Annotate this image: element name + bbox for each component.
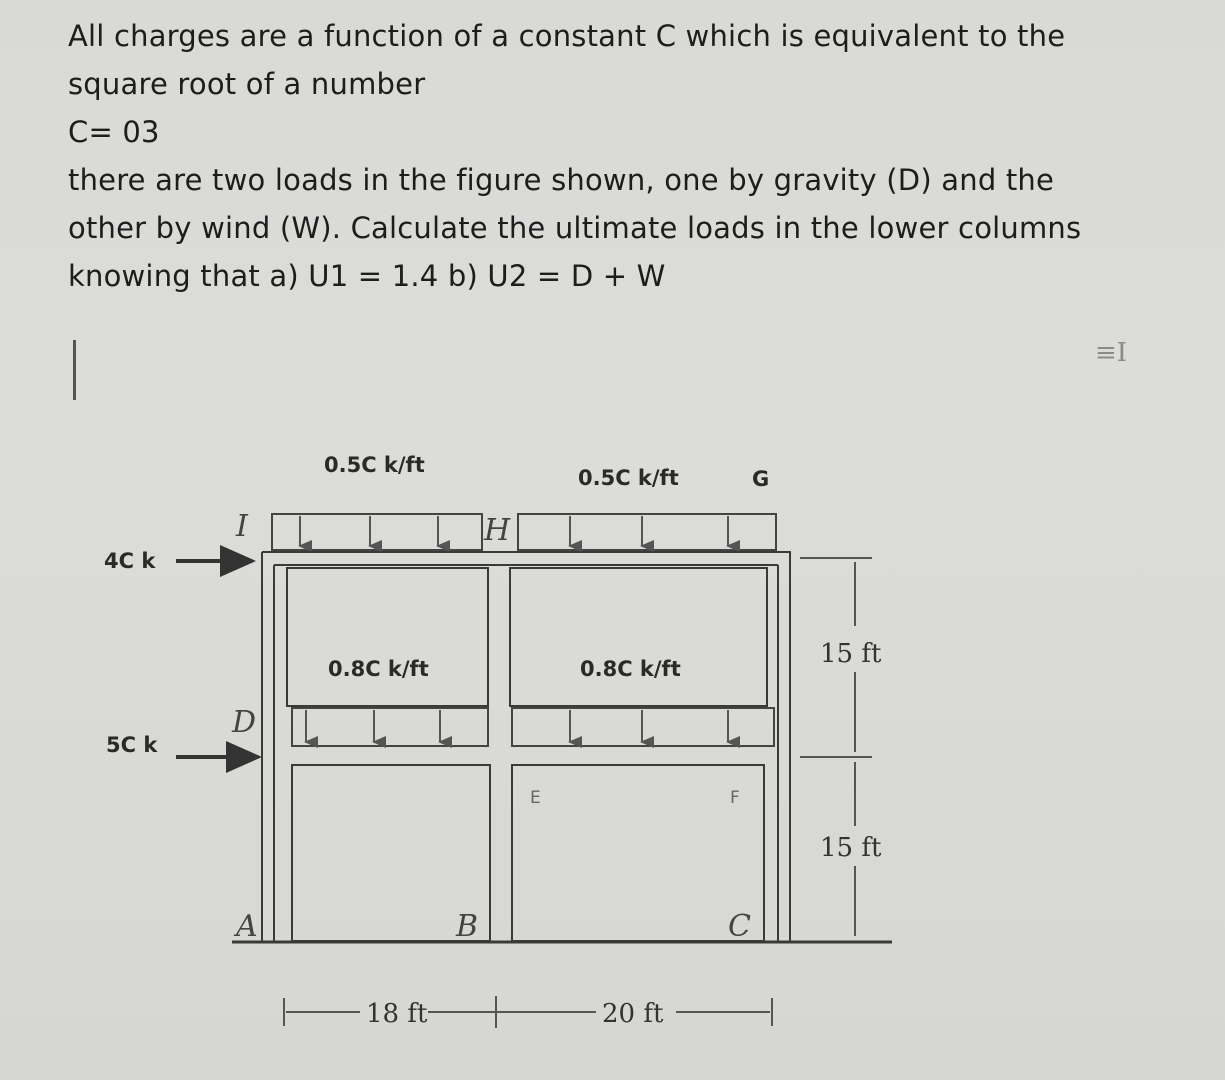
- height-upper-label: 15 ft: [820, 639, 882, 669]
- roof-load-right-box: [518, 514, 776, 550]
- roof-load-left-label: 0.5C k/ft: [324, 453, 425, 477]
- node-b-label: B: [456, 909, 479, 944]
- constant-c-value: C= 03: [68, 115, 160, 149]
- span-left-label: 18 ft: [366, 999, 428, 1029]
- problem-line-1: All charges are a function of a constant C which is equivalent to the: [68, 19, 1066, 53]
- node-g-label: G: [752, 467, 770, 491]
- problem-line-2: square root of a number: [68, 67, 426, 101]
- node-d-label: D: [232, 705, 257, 740]
- span-right-label: 20 ft: [602, 999, 664, 1029]
- height-lower-label: 15 ft: [820, 833, 882, 863]
- problem-line-6: knowing that a) U1 = 1.4 b) U2 = D + W: [68, 259, 666, 293]
- floor-load-left-label: 0.8C k/ft: [328, 657, 429, 681]
- text-cursor-icon: ≡I: [1095, 338, 1128, 368]
- wind-upper-label: 4C k: [104, 549, 156, 573]
- wind-lower-label: 5C k: [106, 733, 158, 757]
- node-a-label: A: [236, 909, 258, 944]
- node-c-label: C: [728, 909, 751, 944]
- problem-line-5: other by wind (W). Calculate the ultimate loads in the lower columns: [68, 211, 1082, 245]
- node-f-label: F: [730, 788, 740, 808]
- roof-load-right-label: 0.5C k/ft: [578, 466, 679, 490]
- node-i-label: I: [236, 509, 248, 544]
- floor-load-right-label: 0.8C k/ft: [580, 657, 681, 681]
- floor-load-right-box: [512, 708, 774, 746]
- node-e-label: E: [530, 788, 541, 808]
- roof-load-left-box: [272, 514, 482, 550]
- span-dimension: [284, 996, 772, 1028]
- node-h-label: H: [484, 513, 511, 548]
- height-dimension: [800, 558, 872, 936]
- problem-line-4: there are two loads in the figure shown, one by gravity (D) and the: [68, 163, 1055, 197]
- floor-load-left-box: [292, 708, 488, 746]
